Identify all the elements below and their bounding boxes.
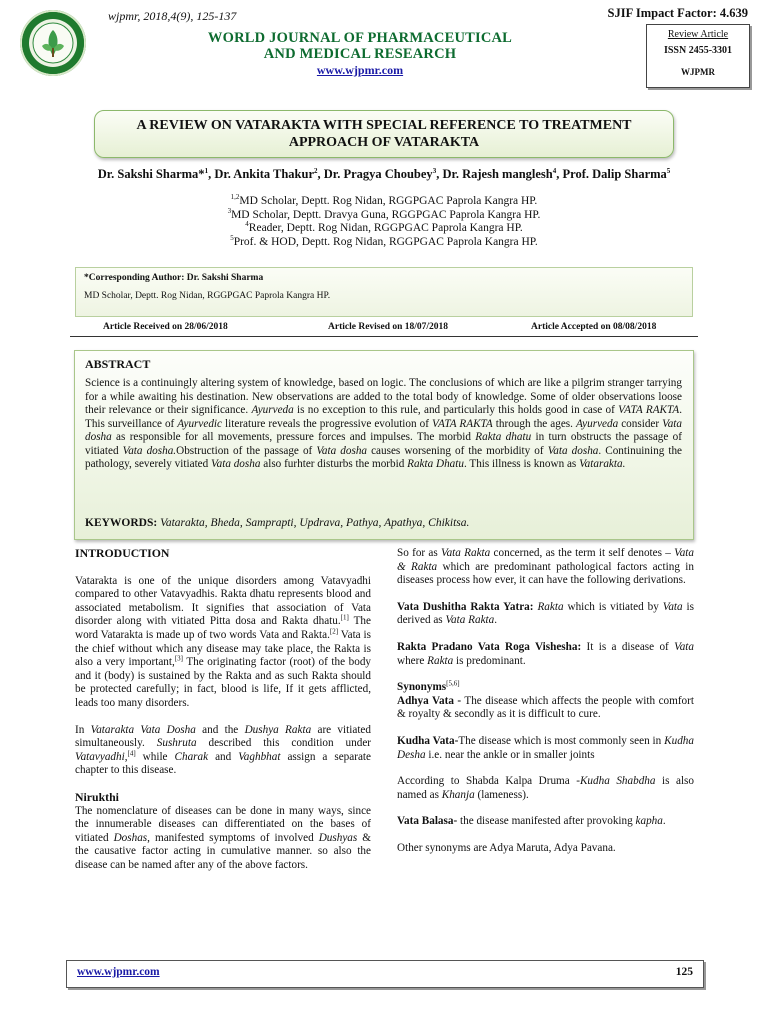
text-run: Vata dosha	[211, 458, 261, 470]
text-run: & the causative factor acting in cumulative manner. so also the disease can be named after any of the above factors.	[75, 831, 371, 871]
left-column	[75, 547, 371, 885]
article-type: Review Article	[667, 29, 729, 40]
journal-abbrev: WJPMR	[681, 67, 715, 77]
text-run: Vata Rakta	[445, 614, 495, 627]
text-run: Vata Rakta	[441, 547, 491, 559]
text-run: Sushruta	[156, 737, 197, 750]
text-run: Ayurveda	[575, 417, 619, 430]
text-run: concerned, as the term it self denotes –	[490, 547, 675, 559]
issn-box	[646, 24, 750, 88]
text-run: is predominant.	[453, 654, 526, 667]
text-run: It is a disease of	[581, 640, 675, 653]
divider	[70, 336, 698, 337]
text-run: [4]	[127, 748, 136, 757]
author-affiliation-ref: 5	[666, 166, 671, 175]
text-run: Doshas	[113, 831, 148, 844]
author-name: Dr. Pragya Choubey	[323, 167, 433, 181]
text-run: Ayurveda	[251, 404, 294, 416]
text-run: Vata dosha	[547, 444, 599, 457]
text-run: According to Shabda Kalpa Druma -	[397, 775, 580, 788]
keywords-label: KEYWORDS:	[85, 517, 158, 529]
author-affiliation-ref: 2	[314, 166, 318, 175]
derivation-1	[397, 601, 694, 628]
article-title	[95, 117, 673, 151]
text-run: Vatavyadhi	[75, 750, 125, 763]
keywords	[85, 517, 469, 529]
text-run: i.e. near the ankle or in smaller joints	[425, 748, 595, 761]
author-name: Dr. Rajesh manglesh	[442, 167, 553, 181]
corresponding-author-detail: MD Scholar, Deptt. Rog Nidan, RGGPGAC Paprola Kangra HP.	[84, 291, 331, 301]
affiliation	[20, 233, 748, 250]
footer-url-link[interactable]: www.wjpmr.com	[77, 966, 160, 978]
text-run: Charak	[174, 750, 209, 763]
author-name: Dr. Sakshi Sharma*	[97, 167, 205, 181]
affiliation-ref: 5	[230, 233, 234, 242]
text-run: Rakta Dhatu	[407, 458, 464, 470]
author-affiliation-ref: 1	[204, 166, 209, 175]
article-title-line-1: A REVIEW ON VATARAKTA WITH SPECIAL REFERENCE TO TREATMENT	[136, 118, 632, 133]
text-run: and	[208, 750, 239, 763]
text-run: Vata dosha.	[122, 444, 177, 457]
text-run: The word Vatarakta is made up of two words Vata and Rakta.	[75, 615, 371, 641]
affiliation	[20, 206, 748, 223]
text-run: Kudha Shabdha	[579, 775, 656, 788]
text-run: Rakta dhatu	[475, 431, 532, 443]
text-run: Vata dosha	[85, 417, 683, 443]
abstract-box	[74, 350, 694, 540]
text-run: Vata Dushitha Rakta Yatra:	[397, 600, 534, 613]
text-run: the disease manifested after provoking	[457, 815, 636, 828]
synonym-adhya-vata	[397, 695, 694, 722]
affiliation-ref: 4	[245, 220, 249, 229]
text-run: [3]	[174, 654, 183, 663]
author-list: Dr. Sakshi Sharma*$^1$, Dr. Ankita Thakur$^2$, Dr. Pragya Choubey$^3$, Dr. Rajesh manglesh$^4$, Prof. Dalip Sharma$^5$	[97, 166, 671, 181]
text-run: as responsible for all movements, pressure forces and impulses. The morbid	[111, 431, 476, 443]
article-title-box	[94, 110, 674, 158]
text-run: VATA RAKTA	[618, 404, 680, 416]
text-run: is derived as	[397, 600, 695, 627]
nirukthi-paragraph	[75, 805, 371, 873]
text-run: Dushya Rakta	[244, 723, 312, 736]
issn-number: ISSN 2455-3301	[663, 45, 733, 56]
text-run: The disease which affects the people with comfort & royalty & secondly as it is difficult to cure.	[397, 694, 694, 721]
text-run: VATA RAKTA	[431, 417, 493, 430]
text-run: and the	[195, 723, 245, 736]
text-run: Vaghbhat	[238, 750, 281, 763]
journal-url-link[interactable]: www.wjpmr.com	[316, 63, 404, 77]
text-run: .	[494, 614, 498, 627]
abstract-heading: ABSTRACT	[85, 357, 151, 371]
text-run: Vata dosha	[316, 444, 368, 457]
intro-paragraph-1	[75, 575, 371, 711]
text-run: Khanja	[441, 788, 475, 801]
text-run: consider	[618, 417, 663, 430]
journal-title-line-2: AND MEDICAL RESEARCH	[263, 46, 457, 62]
text-run: Obstruction of the passage of	[176, 444, 317, 457]
synonyms-heading-text: Synonyms	[397, 681, 447, 694]
text-run: Kudha Desha	[397, 734, 694, 761]
derivation-intro	[397, 547, 694, 588]
text-run: kapha	[635, 815, 663, 828]
text-run: .	[662, 815, 666, 828]
text-run: The nomenclature of diseases can be done in many ways, since the innumerable diseases can differentiated on the bases of vitiated	[75, 804, 371, 844]
text-run: Rakta	[537, 600, 564, 613]
text-run: Rakta	[427, 654, 454, 667]
text-run: ,	[124, 750, 128, 763]
article-title-line-2: APPROACH OF VATARAKTA	[288, 135, 480, 150]
citation-line: wjpmr, 2018,4(9), 125-137	[108, 9, 237, 23]
synonym-vata-balasa	[397, 815, 694, 829]
journal-logo	[20, 10, 86, 76]
date-accepted: Article Accepted on 08/08/2018	[531, 322, 657, 332]
text-run: are vitiated simultaneously.	[75, 723, 371, 750]
text-run: [2]	[329, 627, 339, 636]
text-run: which are predominant pathological factors acting in diseases process how ever, it can have the following derivations.	[397, 560, 694, 587]
keywords-list: Vatarakta, Bheda, Samprapti, Updrava, Pathya, Apathya, Chikitsa.	[160, 517, 470, 529]
text-run: Vata	[674, 640, 695, 653]
text-run: . Continuining the pathology, severely vitiated	[85, 444, 683, 470]
text-run: Kudha Vata-	[397, 734, 459, 747]
introduction-heading: INTRODUCTION	[75, 546, 170, 560]
shabda-kalpa-note	[397, 775, 694, 802]
page-footer	[66, 960, 704, 988]
text-run: in turn obstructs the passage of vitiated	[85, 431, 682, 457]
text-run: Rakta Pradano Vata Roga Vishesha:	[397, 640, 582, 653]
text-run: literature reveals the progressive evolution of	[222, 417, 432, 430]
affiliation-text: MD Scholar, Deptt. Rog Nidan, RGGPGAC Paprola Kangra HP.	[239, 195, 538, 207]
text-run: is also named as	[397, 775, 695, 801]
synonyms-heading	[397, 681, 694, 695]
text-run: which is vitiated by	[563, 600, 663, 613]
text-run: The originating factor (root) of the body and it (body) is sustained by the Rakta and as such Rakta should be protected carefully; in fact, blood is life, If it gets afflicted, leads too many disorders.	[75, 656, 372, 709]
text-run: described this condition under	[196, 737, 372, 750]
date-received: Article Received on 28/06/2018	[103, 322, 228, 332]
text-run: Adhya Vata -	[397, 694, 462, 707]
text-run: Vata	[662, 600, 683, 613]
right-column	[397, 547, 694, 869]
text-run: through the ages.	[492, 417, 576, 430]
text-run: [1]	[340, 613, 349, 622]
synonyms-ref: [5,6]	[446, 679, 460, 688]
text-run: Dushyas	[318, 831, 358, 844]
impact-factor: SJIF Impact Factor: 4.639	[607, 6, 748, 20]
affiliation	[20, 195, 748, 209]
text-run: also furhter disturbs the morbid	[260, 458, 408, 470]
affiliation	[20, 222, 748, 236]
text-run: Vatarakta is one of the unique disorders among Vatavyadhi compared to other Vatavyadhis. Rakta dhatu represents blood and associated metabolism. It signifies that association of Vata disorder along with vitiated Pitta dosa and Rakta dhatu.	[75, 574, 371, 628]
text-run: Ayurvedic	[177, 417, 223, 430]
derivation-2	[397, 641, 694, 668]
journal-title	[150, 30, 570, 62]
affiliation-text: Reader, Deptt. Rog Nidan, RGGPGAC Paprola Kangra HP.	[248, 222, 523, 234]
intro-paragraph-2	[75, 724, 371, 778]
text-run: is no exception to this rule, and particularly this holds good in case of	[293, 404, 619, 416]
text-run: . This surveillance of	[85, 404, 683, 430]
text-run: , manifested symptoms of involved	[147, 831, 319, 844]
author-name: Prof. Dalip Sharma	[562, 167, 667, 181]
text-run: Vata & Rakta	[397, 547, 694, 573]
page-number: 125	[675, 966, 693, 978]
affiliation-text: MD Scholar, Deptt. Dravya Guna, RGGPGAC Paprola Kangra HP.	[231, 208, 541, 221]
text-run: Science is a continuingly altering system of knowledge, based on logic. The conclusions of which are like a pilgrim stranger tarrying for a while awaiting his destination. New observations are added to the total body of knowledge. Some of older observations loose their relevance or their significance.	[85, 377, 682, 416]
journal-title-line-1: WORLD JOURNAL OF PHARMACEUTICAL	[207, 30, 513, 46]
text-run: So for as	[397, 547, 441, 559]
text-run: . This illness is known as	[463, 458, 580, 470]
text-run: (lameness).	[474, 788, 529, 801]
text-run: Other synonyms are Adya Maruta, Adya Pavana.	[397, 841, 616, 854]
text-run: Vatarakta.	[579, 458, 626, 470]
affiliation-ref: 3	[227, 206, 232, 215]
corresponding-author-label: *Corresponding Author: Dr. Sakshi Sharma	[84, 273, 264, 283]
text-run: assign a separate chapter to this disease.	[75, 750, 371, 777]
text-run: while	[135, 750, 175, 763]
text-run: The disease which is most commonly seen in	[458, 734, 665, 747]
corresponding-author-box	[75, 267, 693, 317]
author-name: Dr. Ankita Thakur	[214, 167, 315, 181]
nirukthi-heading: Nirukthi	[75, 789, 119, 804]
text-run: causes worsening of the morbidity of	[367, 444, 548, 457]
author-affiliation-ref: 4	[552, 166, 557, 175]
logo-emblem-icon	[20, 10, 86, 76]
affiliation-list	[20, 195, 748, 249]
abstract-text	[85, 377, 682, 472]
synonym-kudha-vata	[397, 735, 694, 762]
text-run: Vatarakta Vata Dosha	[90, 723, 196, 736]
text-run: Vata is the chief without which any disease may take place, the Rakta is also a very important,	[75, 628, 371, 669]
other-synonyms	[397, 842, 694, 856]
date-revised: Article Revised on 18/07/2018	[328, 322, 449, 332]
text-run: where	[397, 654, 428, 667]
affiliation-ref: 1,2	[230, 193, 240, 202]
author-affiliation-ref: 3	[432, 166, 437, 175]
affiliation-text: Prof. & HOD, Deptt. Rog Nidan, RGGPGAC Paprola Kangra HP.	[233, 235, 538, 248]
text-run: In	[75, 723, 91, 736]
text-run: Vata Balasa-	[397, 815, 458, 828]
